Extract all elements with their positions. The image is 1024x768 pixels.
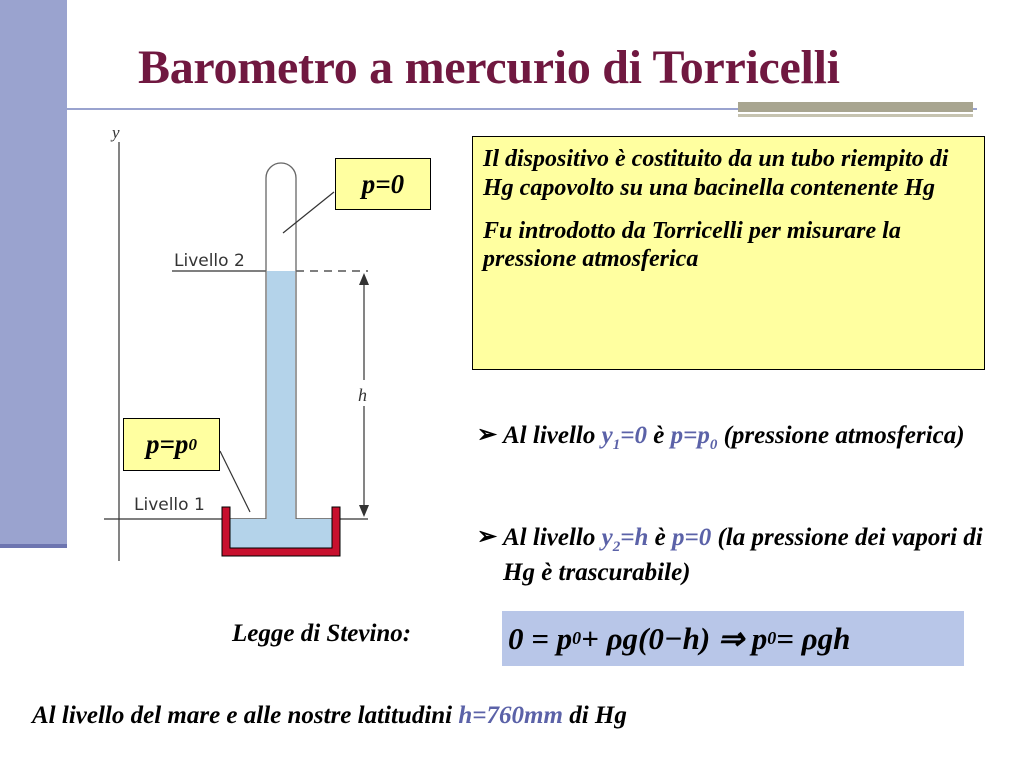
callout-p-atm-p: p [146,429,160,459]
footer-h-value: h=760mm [458,702,563,729]
formula-part-1: 0 = p [508,620,573,656]
callout-p-atm-eq: =p [159,429,189,459]
b1-t2: è [646,422,671,449]
level1-label: Livello 1 [134,495,205,515]
description-paragraph-1: Il dispositivo è costituito da un tubo riempito di Hg capovolto su una bacinella contenente Hg [483,146,949,201]
bullet-level-2-text [503,522,997,588]
bullet-level-2 [477,522,997,588]
b1-t1: Al livello [503,422,602,449]
bullet-level-1 [477,420,997,455]
description-paragraph-2: Fu introdotto da Torricelli per misurare la pressione atmosferica [483,217,901,273]
b1-ysub: 1 [612,437,621,453]
footer-t1: Al livello del mare e alle nostre latitudini [32,702,459,729]
bullet-level-1-text [503,420,997,455]
formula-part-2: + ρg(0−h) ⇒ p [581,620,768,656]
b2-yeq: =h [620,524,649,551]
title-accent-bar-thin [738,114,973,117]
height-arrow-head-bottom [359,505,369,517]
bullet-arrow-icon: ➢ [477,524,498,550]
formula-part-3: = ρgh [776,620,851,656]
mercury-column [267,271,295,538]
height-label: h [358,385,367,405]
formula-sub-1: 0 [572,628,582,648]
slide-title: Barometro a mercurio di Torricelli [138,41,840,94]
b2-t3: (la pressione dei vapori di Hg è trascurabile) [503,524,983,586]
height-arrow-head-top [359,273,369,285]
stevino-label: Legge di Stevino: [232,620,412,647]
sidebar-bottom-edge [0,544,67,548]
level2-label: Livello 2 [174,251,245,271]
y-axis-label: y [112,123,120,142]
b2-t1: Al livello [503,524,602,551]
b1-p: p=p [670,422,710,449]
callout-p-atm [123,418,220,471]
callout-p-atm-sub: 0 [188,434,197,454]
b1-t3: (pressione atmosferica) [717,422,965,449]
b1-psub: 0 [709,437,718,453]
b1-yeq: =0 [620,422,647,449]
bullet-arrow-icon: ➢ [477,422,498,448]
stevino-formula [502,611,964,666]
tube-bottom-white [267,523,295,525]
b1-y: y [601,422,613,449]
callout-p-zero [335,158,431,210]
callout-p-zero-p: p [361,168,376,199]
b2-ysub: 2 [612,539,621,555]
title-accent-bar [738,102,973,112]
callout-p-zero-eq: =0 [375,168,405,199]
pp0-leader-line [220,451,250,512]
left-sidebar-band [0,0,67,548]
description-box [472,136,985,370]
b2-y: y [601,524,613,551]
formula-sub-2: 0 [767,628,777,648]
b2-p: p=0 [671,524,712,551]
footer-t2: di Hg [562,702,627,729]
footer-note [32,702,627,730]
b2-t2: è [648,524,672,551]
